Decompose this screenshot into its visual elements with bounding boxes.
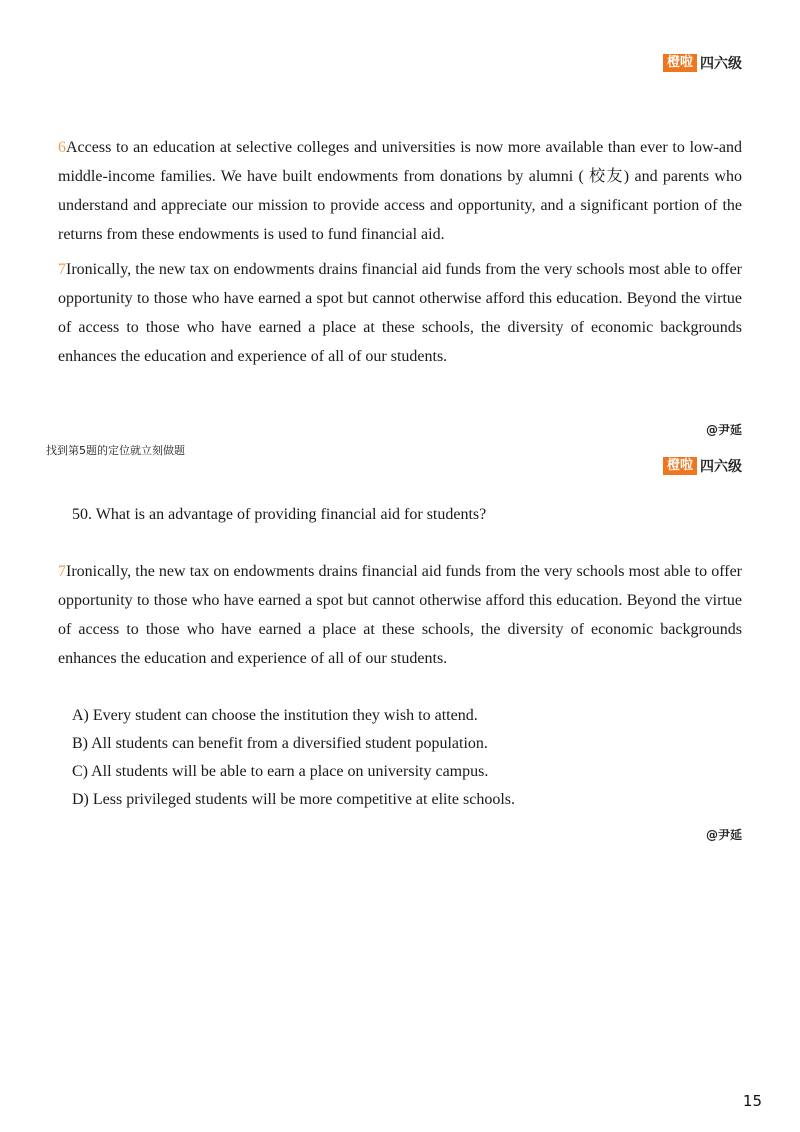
passage-paragraph-6	[58, 133, 742, 249]
brand-logo-box: 橙啦	[663, 54, 697, 72]
brand-logo-mid	[663, 456, 742, 476]
question-50: 50. What is an advantage of providing financial aid for students?	[72, 506, 487, 523]
paragraph-text: Ironically, the new tax on endowments drains financial aid funds from the very schools most able to offer opportunity to those who have earned a spot but cannot otherwise afford this education. Beyond the virtue of access to those who have earned a place at these schools, the diversity of economic backgrounds enhances the education and experience of all of our students.	[58, 261, 742, 365]
paragraph-number: 6	[58, 139, 66, 156]
passage-paragraph-7	[58, 255, 742, 371]
paragraph-text: Ironically, the new tax on endowments drains financial aid funds from the very schools most able to offer opportunity to those who have earned a spot but cannot otherwise afford this education. Beyond the virtue of access to those who have earned a place at these schools, the diversity of economic backgrounds enhances the education and experience of all of our students.	[58, 563, 742, 667]
option-b: B) All students can benefit from a diversified student population.	[72, 735, 488, 752]
option-a: A) Every student can choose the institution they wish to attend.	[72, 707, 478, 724]
study-note: 找到第5题的定位就立刻做题	[46, 444, 185, 457]
brand-logo-top	[663, 53, 742, 73]
paragraph-text: Access to an education at selective colleges and universities is now more available than ever to low-and middle-income families. We have built endowments from donations by alumni ( 校友) and parents who understand and appreciate our mission to provide access and opportunity, and a significant portion of the returns from these endowments is used to fund financial aid.	[58, 139, 742, 243]
option-d: D) Less privileged students will be more competitive at elite schools.	[72, 791, 516, 808]
answer-options	[72, 702, 515, 814]
paragraph-number: 7	[58, 261, 66, 278]
author-signature: @尹延	[705, 828, 742, 842]
brand-logo-text: 四六级	[700, 459, 742, 475]
author-signature: @尹延	[705, 423, 742, 437]
page-number: 15	[742, 1092, 762, 1110]
brand-logo-box: 橙啦	[663, 457, 697, 475]
brand-logo-text: 四六级	[700, 56, 742, 72]
option-c: C) All students will be able to earn a place on university campus.	[72, 763, 489, 780]
paragraph-number: 7	[58, 563, 66, 580]
quoted-paragraph-7	[58, 557, 742, 673]
